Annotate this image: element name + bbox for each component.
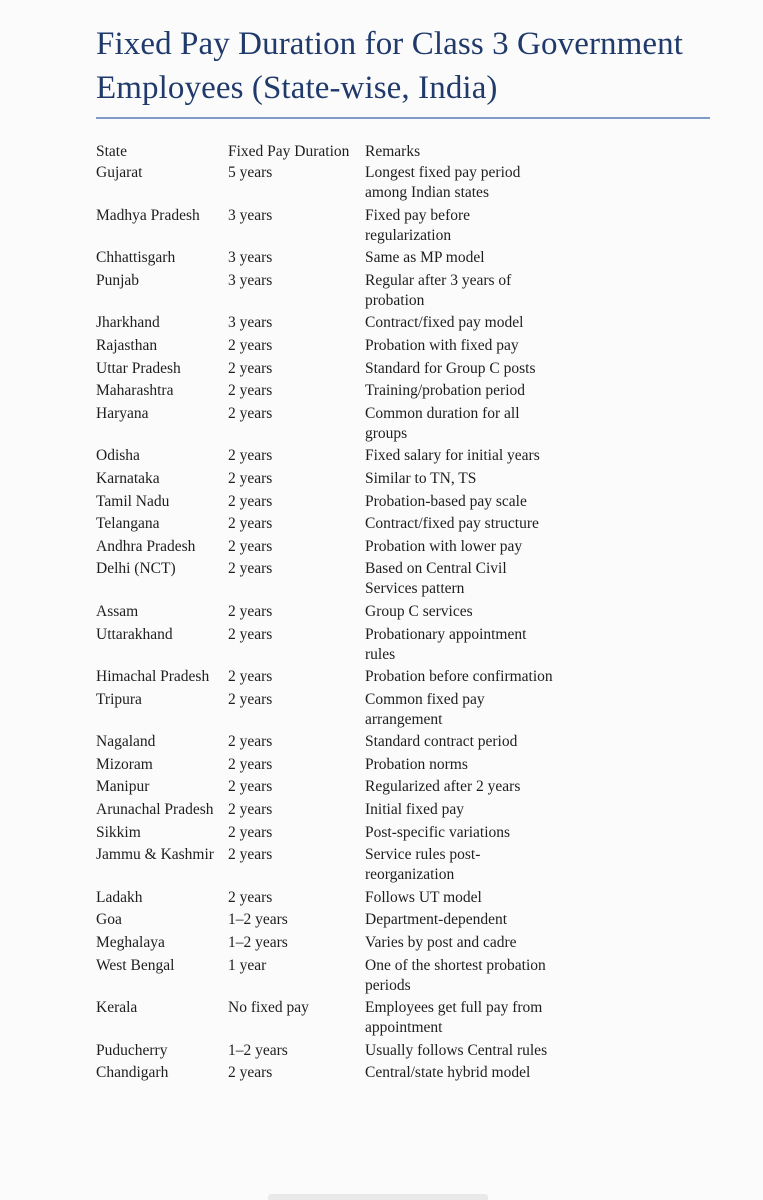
duration-cell: 2 years <box>228 888 273 906</box>
remarks-cell: Probationary appointment rules <box>365 625 527 663</box>
header-remarks: Remarks <box>365 143 421 160</box>
remarks-cell: Probation with fixed pay <box>365 336 519 354</box>
table-row <box>96 469 656 492</box>
duration-cell: 2 years <box>228 447 273 465</box>
title-divider <box>96 117 710 119</box>
header-state: State <box>96 143 127 160</box>
state-cell: Meghalaya <box>96 934 165 952</box>
state-cell: Delhi (NCT) <box>96 560 176 578</box>
state-cell: Uttar Pradesh <box>96 359 181 377</box>
duration-cell: 2 years <box>228 602 273 620</box>
state-cell: Kerala <box>96 999 138 1017</box>
table-row <box>96 163 656 206</box>
remarks-cell: Fixed salary for initial years <box>365 447 540 465</box>
remarks-cell: Central/state hybrid model <box>365 1064 531 1082</box>
state-cell: Ladakh <box>96 888 143 906</box>
state-cell: Uttarakhand <box>96 625 173 643</box>
duration-cell: 5 years <box>228 164 273 181</box>
table-row <box>96 625 656 668</box>
state-cell: Goa <box>96 911 122 929</box>
remarks-cell: Usually follows Central rules <box>365 1041 548 1059</box>
duration-cell: 2 years <box>228 823 273 841</box>
table-row <box>96 888 656 911</box>
remarks-cell: Probation norms <box>365 755 468 773</box>
remarks-cell: Common fixed pay arrangement <box>365 690 485 728</box>
duration-cell: 2 years <box>228 1064 273 1082</box>
state-cell: Nagaland <box>96 733 156 751</box>
state-cell: Mizoram <box>96 755 153 773</box>
table-row <box>96 514 656 537</box>
state-cell: Sikkim <box>96 823 141 841</box>
duration-cell: No fixed pay <box>228 999 309 1017</box>
state-cell: Maharashtra <box>96 382 174 400</box>
table-row <box>96 381 656 404</box>
header-duration: Fixed Pay Duration <box>228 143 350 160</box>
table-row <box>96 823 656 846</box>
state-cell: West Bengal <box>96 956 175 974</box>
duration-cell: 3 years <box>228 206 273 224</box>
duration-cell: 2 years <box>228 492 273 510</box>
remarks-cell: Standard contract period <box>365 733 518 751</box>
duration-cell: 2 years <box>228 778 273 796</box>
state-cell: Punjab <box>96 271 140 289</box>
duration-cell: 3 years <box>228 314 273 332</box>
remarks-cell: Initial fixed pay <box>365 801 464 819</box>
remarks-cell: Training/probation period <box>365 382 526 400</box>
table-row <box>96 956 656 999</box>
state-cell: Haryana <box>96 404 149 422</box>
remarks-cell: Based on Central Civil Services pattern <box>365 560 507 598</box>
table-row <box>96 1041 656 1064</box>
state-cell: Chandigarh <box>96 1064 169 1082</box>
duration-cell: 2 years <box>228 359 273 377</box>
remarks-cell: Contract/fixed pay model <box>365 314 524 332</box>
table-body <box>96 163 656 1086</box>
state-cell: Arunachal Pradesh <box>96 801 214 819</box>
remarks-cell: One of the shortest probation periods <box>365 956 546 994</box>
table-row <box>96 755 656 778</box>
duration-cell: 3 years <box>228 249 273 267</box>
remarks-cell: Probation with lower pay <box>365 537 523 555</box>
remarks-cell: Regular after 3 years of probation <box>365 271 512 309</box>
duration-cell: 2 years <box>228 846 273 864</box>
table-row <box>96 910 656 933</box>
state-cell: Telangana <box>96 515 160 533</box>
bottom-scroll-indicator <box>268 1194 488 1200</box>
duration-cell: 2 years <box>228 560 273 578</box>
state-cell: Assam <box>96 602 139 620</box>
state-cell: Manipur <box>96 778 150 796</box>
remarks-cell: Group C services <box>365 602 473 620</box>
state-cell: Rajasthan <box>96 336 158 354</box>
remarks-cell: Probation-based pay scale <box>365 492 527 510</box>
table-row <box>96 690 656 733</box>
table-row <box>96 602 656 625</box>
remarks-cell: Standard for Group C posts <box>365 359 536 377</box>
duration-cell: 2 years <box>228 625 273 643</box>
remarks-cell: Probation before confirmation <box>365 668 553 686</box>
table-row <box>96 492 656 515</box>
remarks-cell: Follows UT model <box>365 888 482 906</box>
table-row <box>96 998 656 1041</box>
duration-cell: 3 years <box>228 271 273 289</box>
state-cell: Jharkhand <box>96 314 160 332</box>
remarks-cell: Regularized after 2 years <box>365 778 521 796</box>
duration-cell: 1 year <box>228 956 267 974</box>
state-cell: Madhya Pradesh <box>96 206 200 224</box>
state-cell: Gujarat <box>96 164 143 181</box>
remarks-cell: Same as MP model <box>365 249 485 267</box>
table-row <box>96 248 656 271</box>
table-row <box>96 667 656 690</box>
table-row <box>96 313 656 336</box>
remarks-cell: Fixed pay before regularization <box>365 206 471 244</box>
duration-cell: 2 years <box>228 668 273 686</box>
state-cell: Andhra Pradesh <box>96 537 196 555</box>
remarks-cell: Similar to TN, TS <box>365 469 477 487</box>
page-title: Fixed Pay Duration for Class 3 Government Employees (State-wise, India) <box>96 26 684 106</box>
duration-cell: 2 years <box>228 733 273 751</box>
table-header-row <box>96 142 656 163</box>
table-row <box>96 537 656 560</box>
fixed-pay-table <box>96 142 656 1086</box>
state-cell: Chhattisgarh <box>96 249 176 267</box>
duration-cell: 2 years <box>228 382 273 400</box>
state-cell: Tamil Nadu <box>96 492 170 510</box>
table-row <box>96 206 656 249</box>
duration-cell: 1–2 years <box>228 934 288 952</box>
state-cell: Karnataka <box>96 469 160 487</box>
state-cell: Tripura <box>96 690 142 708</box>
table-row <box>96 800 656 823</box>
remarks-cell: Longest fixed pay period among Indian states <box>365 164 521 201</box>
table-row <box>96 732 656 755</box>
table-row <box>96 271 656 314</box>
state-cell: Odisha <box>96 447 140 465</box>
duration-cell: 2 years <box>228 690 273 708</box>
remarks-cell: Common duration for all groups <box>365 404 520 442</box>
table-row <box>96 845 656 888</box>
table-row <box>96 1063 656 1086</box>
duration-cell: 2 years <box>228 537 273 555</box>
state-cell: Puducherry <box>96 1041 168 1059</box>
duration-cell: 2 years <box>228 755 273 773</box>
duration-cell: 1–2 years <box>228 911 288 929</box>
state-cell: Himachal Pradesh <box>96 668 210 686</box>
duration-cell: 2 years <box>228 336 273 354</box>
duration-cell: 2 years <box>228 801 273 819</box>
table-row <box>96 359 656 382</box>
table-row <box>96 933 656 956</box>
remarks-cell: Department-dependent <box>365 911 508 929</box>
table-row <box>96 777 656 800</box>
duration-cell: 2 years <box>228 515 273 533</box>
remarks-cell: Post-specific variations <box>365 823 511 841</box>
duration-cell: 2 years <box>228 404 273 422</box>
table-row <box>96 559 656 602</box>
table-row <box>96 404 656 447</box>
remarks-cell: Service rules post-reorganization <box>365 846 481 884</box>
duration-cell: 2 years <box>228 469 273 487</box>
remarks-cell: Contract/fixed pay structure <box>365 515 539 533</box>
state-cell: Jammu & Kashmir <box>96 846 214 864</box>
remarks-cell: Varies by post and cadre <box>365 934 517 952</box>
table-row <box>96 446 656 469</box>
remarks-cell: Employees get full pay from appointment <box>365 999 543 1037</box>
duration-cell: 1–2 years <box>228 1041 288 1059</box>
table-row <box>96 336 656 359</box>
